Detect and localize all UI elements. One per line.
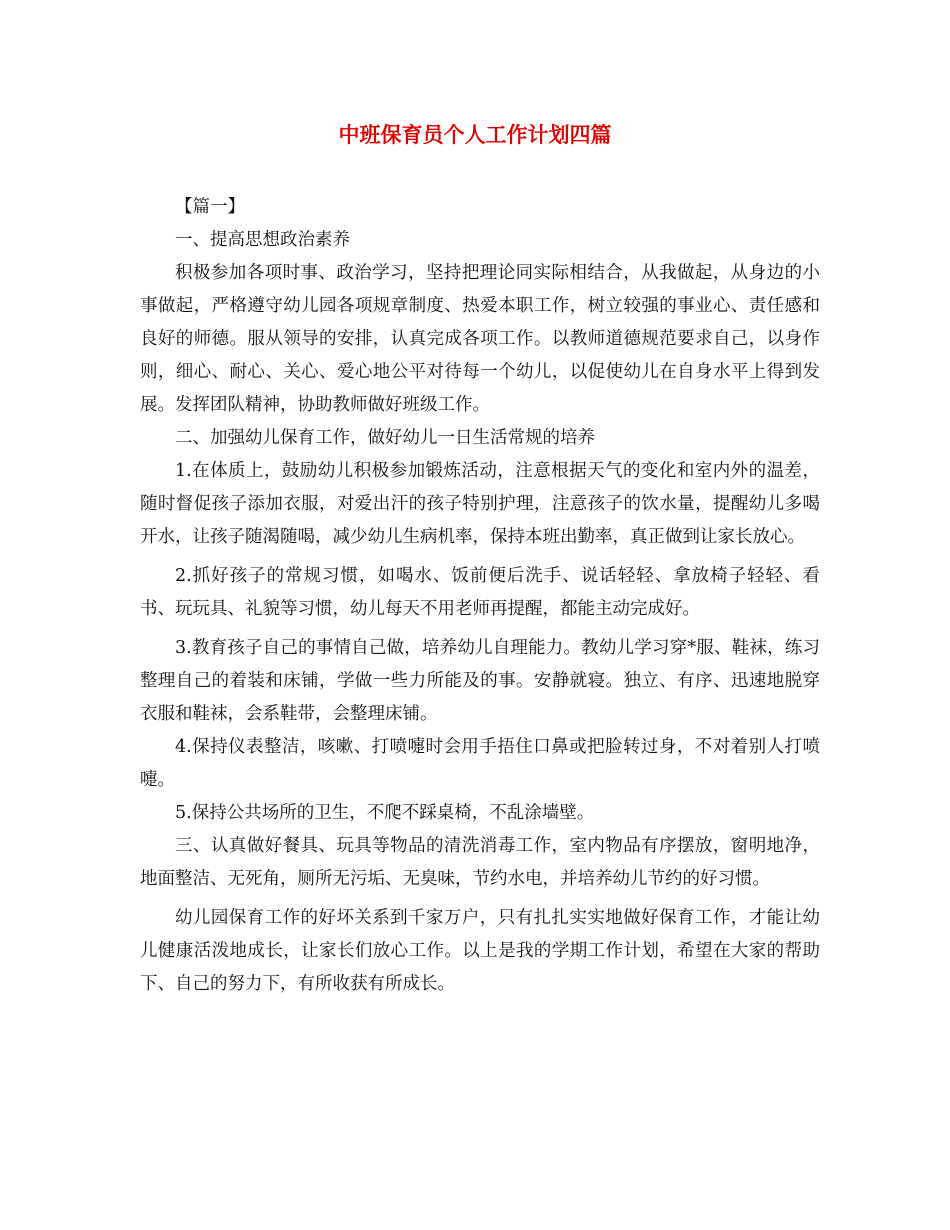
- section-label: 【篇一】: [175, 197, 245, 217]
- list-item-2: 2.抓好孩子的常规习惯，如喝水、饭前便后洗手、说话轻轻、拿放椅子轻轻、看书、玩玩具、礼貌等习惯，幼儿每天不用老师再提醒，都能主动完成好。: [140, 566, 820, 619]
- document-body: [140, 191, 820, 1001]
- list-item-5: 5.保持公共场所的卫生，不爬不踩桌椅，不乱涂墙壁。: [175, 803, 595, 823]
- heading-3: 三、认真做好餐具、玩具等物品的清洗消毒工作，室内物品有序摆放，窗明地净，地面整洁、无死角，厕所无污垢、无臭味，节约水电，并培养幼儿节约的好习惯。: [140, 836, 820, 889]
- heading-1: 一、提高思想政治素养: [175, 230, 350, 250]
- list-item-4: 4.保持仪表整洁，咳嗽、打喷嚏时会用手捂住口鼻或把脸转过身，不对着别人打喷嚏。: [140, 737, 820, 790]
- closing-paragraph: 幼儿园保育工作的好坏关系到千家万户，只有扎扎实实地做好保育工作，才能让幼儿健康活泼地成长，让家长们放心工作。以上是我的学期工作计划，希望在大家的帮助下、自己的努力下，有所收获有所成长。: [140, 908, 820, 994]
- list-item-3: 3.教育孩子自己的事情自己做，培养幼儿自理能力。教幼儿学习穿*服、鞋袜，练习整理自己的着装和床铺，学做一些力所能及的事。安静就寝。独立、有序、迅速地脱穿衣服和鞋袜，会系鞋带，会整理床铺。: [140, 638, 820, 724]
- heading-2: 二、加强幼儿保育工作，做好幼儿一日生活常规的培养: [175, 428, 595, 448]
- paragraph-1: 积极参加各项时事、政治学习，坚持把理论同实际相结合，从我做起，从身边的小事做起，严格遵守幼儿园各项规章制度、热爱本职工作，树立较强的事业心、责任感和良好的师德。服从领导的安排，认真完成各项工作。以教师道德规范要求自己，以身作则，细心、耐心、关心、爱心地公平对待每一个幼儿，以促使幼儿在自身水平上得到发展。发挥团队精神，协助教师做好班级工作。: [140, 263, 820, 415]
- list-item-1: 1.在体质上，鼓励幼儿积极参加锻炼活动，注意根据天气的变化和室内外的温差，随时督促孩子添加衣服，对爱出汗的孩子特别护理，注意孩子的饮水量，提醒幼儿多喝开水，让孩子随渴随喝，减少幼儿生病机率，保持本班出勤率，真正做到让家长放心。: [140, 461, 820, 547]
- document-title: 中班保育员个人工作计划四篇: [338, 123, 612, 147]
